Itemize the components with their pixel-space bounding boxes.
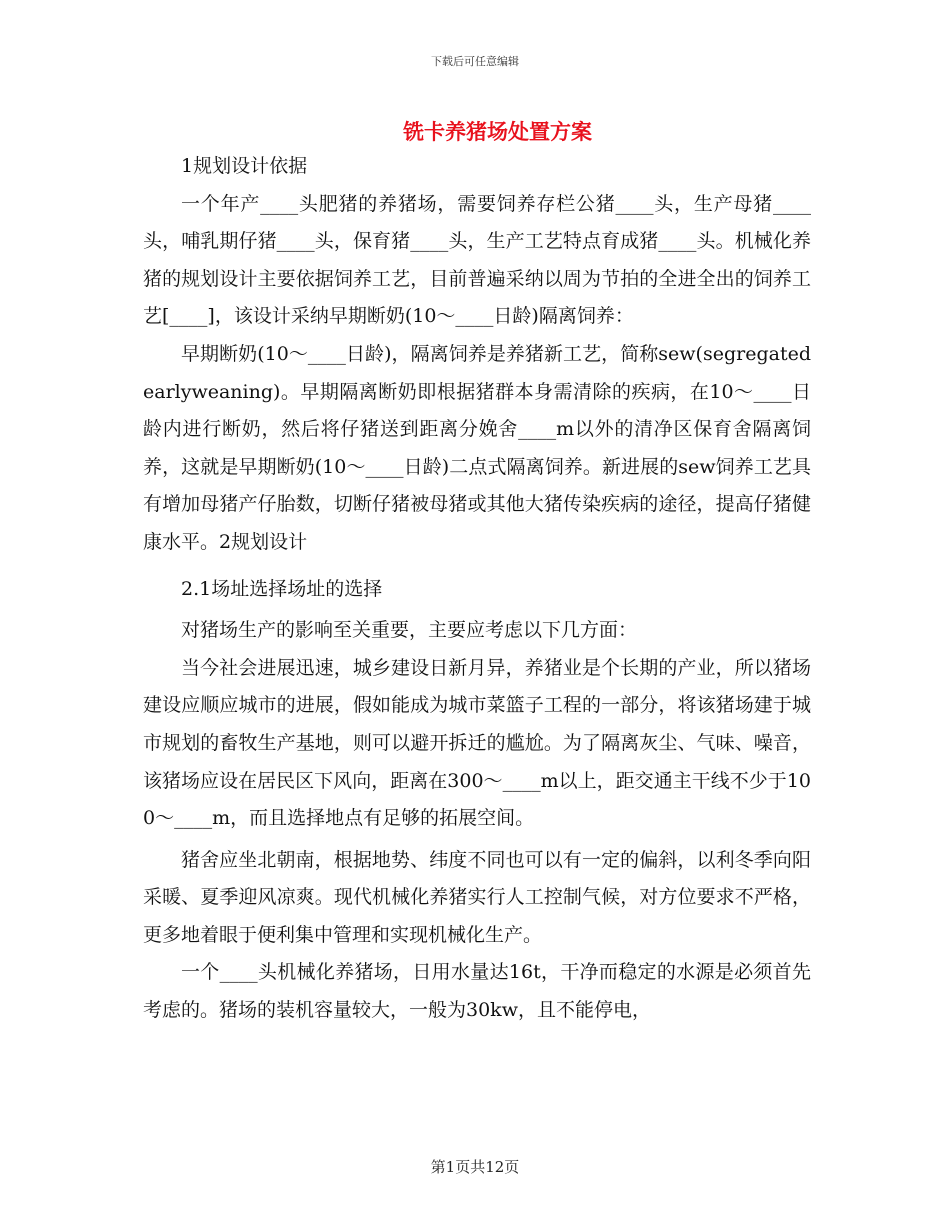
section-heading-planning-basis: 1规划设计依据 [181, 155, 308, 177]
section-heading-site-selection: 2.1场址选择场址的选择 [181, 577, 383, 600]
paragraph-early-weaning: 早期断奶(10～____日龄)，隔离饲养是养猪新工艺，简称sew(segregatedearlyweaning)。早期隔离断奶即根据猪群本身需清除的疾病，在10～____日龄内进行断奶，然后将仔猪送到距离分娩舍____m以外的清净区保育舍隔离饲养，这就是早期断奶(10～____日龄)二点式隔离饲养。新进展的sew饲养工艺具有增加母猪产仔胎数，切断仔猪被母猪或其他大猪传染疾病的途径，提高仔猪健康水平。2规划设计 [143, 342, 811, 553]
paragraph-herd-structure: 一个年产____头肥猪的养猪场，需要饲养存栏公猪____头，生产母猪____头，哺乳期仔猪____头，保育猪____头，生产工艺特点育成猪____头。机械化养猪的规划设计主要依据饲养工艺，目前普遍采纳以周为节拍的全进全出的饲养工艺[____]，该设计采纳早期断奶(10～____日龄)隔离饲养： [143, 192, 811, 328]
paragraph-water-power: 一个____头机械化养猪场，日用水量达16t，干净而稳定的水源是必须首先考虑的。猪场的装机容量较大，一般为30kw，且不能停电， [143, 961, 811, 1022]
paragraph-orientation: 猪舍应坐北朝南，根据地势、纬度不同也可以有一定的偏斜，以利冬季向阳采暖、夏季迎风凉爽。现代机械化养猪实行人工控制气候，对方位要求不严格，更多地着眼于便利集中管理和实现机械化生产。 [143, 848, 811, 946]
document-title: 铣卡养猪场处置方案 [403, 119, 592, 144]
paragraph-urban-planning: 当今社会进展迅速，城乡建设日新月异，养猪业是个长期的产业，所以猪场建设应顺应城市的进展，假如能成为城市菜篮子工程的一部分，将该猪场建于城市规划的畜牧生产基地，则可以避开拆迁的尴尬。为了隔离灰尘、气味、噪音，该猪场应设在居民区下风向，距离在300～____m以上，距交通主干线不少于100～____m，而且选择地点有足够的拓展空间。 [143, 656, 811, 830]
document-body [143, 148, 811, 1030]
page-number: 第1页共12页 [430, 1158, 520, 1176]
header-note: 下载后可任意编辑 [431, 55, 519, 68]
paragraph-site-importance: 对猪场生产的影响至关重要，主要应考虑以下几方面： [181, 619, 638, 642]
